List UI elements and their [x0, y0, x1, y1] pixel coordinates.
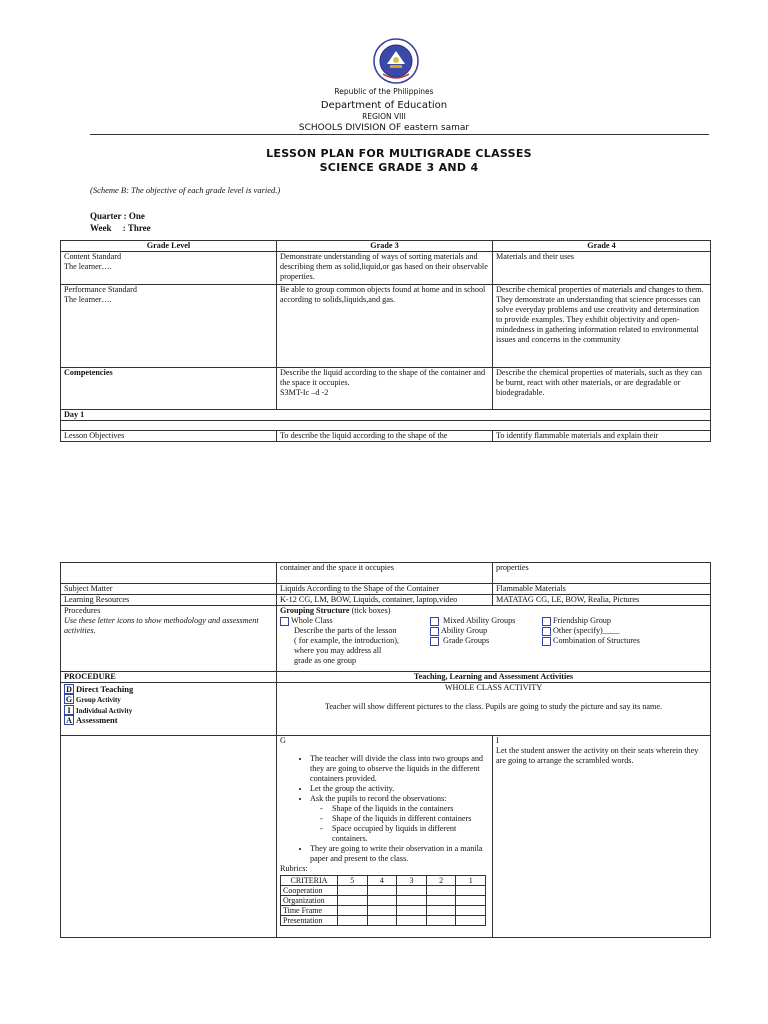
objectives-label: Lesson Objectives: [61, 431, 277, 442]
letter-d-icon: D: [64, 684, 74, 694]
list-item: • They are going to write their observation in a manila paper and present to the class.: [310, 844, 489, 864]
scheme-note: (Scheme B: The objective of each grade level is varied.): [90, 185, 281, 195]
rubric-score-1: 1: [456, 876, 486, 886]
grouping-col-2: [430, 616, 542, 666]
content-standard-g3: Demonstrate understanding of ways of sorting materials and describing them as solid,liquid,or gas based on their observable properties.: [277, 252, 493, 285]
letter-a-icon: A: [64, 715, 74, 725]
letter-g-icon: G: [65, 695, 73, 705]
g4-activity-text: Let the student answer the activity on their seats wherein they are going to arrange the scrambled words.: [496, 746, 699, 765]
performance-standard-label-cell: [61, 285, 277, 368]
grouping-structure-cell: [277, 606, 711, 672]
performance-standard-label: Performance Standard: [64, 285, 137, 294]
content-standard-sub: The learner….: [64, 262, 112, 271]
whole-class-option[interactable]: Whole Class: [280, 616, 430, 626]
other-option[interactable]: Other (specify)____: [542, 626, 692, 636]
competencies-g3: Describe the liquid according to the shape of the container and the space it occupies.: [280, 368, 486, 387]
whole-class-activity-cell: [277, 683, 711, 736]
list-item: - Shape of the liquids in different containers: [332, 814, 489, 824]
rubric-score-4: 4: [367, 876, 397, 886]
learning-resources-g3: K-12 CG, LM, BOW, Liquids, container, laptop,video: [277, 595, 493, 606]
objectives-continued-label: [61, 563, 277, 584]
subject-matter-row: [61, 584, 711, 595]
whole-class-activity-title: WHOLE CLASS ACTIVITY: [444, 683, 543, 692]
rubrics-table: [280, 875, 486, 926]
subject-matter-label: Subject Matter: [61, 584, 277, 595]
g3-observation-list: [310, 804, 489, 844]
learning-resources-label: Learning Resources: [61, 595, 277, 606]
table-row: [281, 906, 486, 916]
grouping-options: [280, 616, 707, 666]
competencies-g3-cell: [277, 368, 493, 410]
rubric-score-5: 5: [338, 876, 368, 886]
rubric-criteria-header: CRITERIA: [281, 876, 338, 886]
region-text: REGION VIII: [362, 112, 406, 121]
deped-seal-icon: [373, 38, 419, 84]
grade3-header: Grade 3: [277, 241, 493, 252]
legend-direct-teaching: D Direct Teaching: [64, 684, 273, 694]
republic-text: Republic of the Philippines: [334, 87, 434, 96]
performance-standard-g4: Describe chemical properties of materials and changes to them. They demonstrate an understanding that science processes can solve everyday problems and use creativity and determination to provide examples. They exhibit objectivity and open-mindedness in gathering information related to environmental issues and concerns in the community: [493, 285, 711, 368]
learning-resources-g4: MATATAG CG, LE, BOW, Realia, Pictures: [493, 595, 711, 606]
combination-checkbox[interactable]: [542, 637, 551, 646]
differentiated-activity-row: [61, 736, 711, 938]
grouping-structure-heading: Grouping Structure (tick boxes): [280, 606, 391, 615]
rubric-criterion: Presentation: [281, 916, 338, 926]
competencies-row: [61, 368, 711, 410]
table-row: [281, 886, 486, 896]
content-standard-label: Content Standard: [64, 252, 122, 261]
quarter-label: Quarter : One: [90, 211, 145, 221]
week-label: Week : Three: [90, 223, 151, 233]
mixed-ability-checkbox[interactable]: [430, 617, 439, 626]
list-item: - Space occupied by liquids in different containers.: [332, 824, 489, 844]
whole-class-desc: Describe the parts of the lesson ( for example, the introduction), where you may address all grade as one group: [294, 626, 400, 665]
rubric-criterion: Time Frame: [281, 906, 338, 916]
lesson-plan-subtitle: SCIENCE GRADE 3 AND 4: [319, 161, 479, 174]
objectives-g3: To describe the liquid according to the shape of the: [277, 431, 493, 442]
content-standard-label-cell: [61, 252, 277, 285]
ability-group-option[interactable]: Ability Group: [430, 626, 542, 636]
legend-assessment: A Assessment: [64, 715, 273, 725]
list-item: • The teacher will divide the class into two groups and they are going to observe the liquids in the different containers provided.: [310, 754, 489, 784]
competencies-g4: Describe the chemical properties of materials, such as they can be burnt, react with other materials, or are degradable or biodegradable.: [493, 368, 711, 410]
g4-activity-letter: I: [496, 736, 499, 745]
list-item: • Let the group the activity.: [310, 784, 489, 794]
list-item: - Shape of the liquids in the containers: [332, 804, 489, 814]
content-standard-g4: Materials and their uses: [493, 252, 711, 285]
rubrics-label: Rubrics:: [280, 864, 308, 873]
g3-activity-cell: [277, 736, 493, 938]
competencies-label: Competencies: [61, 368, 277, 410]
procedure-label: PROCEDURE: [61, 672, 277, 683]
lesson-plan-title: LESSON PLAN FOR MULTIGRADE CLASSES: [266, 147, 532, 160]
department-text: Department of Education: [320, 100, 448, 111]
table-row: [281, 896, 486, 906]
procedure-header-row: [61, 672, 711, 683]
objectives-g3-cont: container and the space it occupies: [277, 563, 493, 584]
rubric-criterion: Cooperation: [281, 886, 338, 896]
g4-activity-cell: [493, 736, 711, 938]
whole-class-activity-row: [61, 683, 711, 736]
ability-group-checkbox[interactable]: [430, 627, 439, 636]
whole-class-checkbox[interactable]: [280, 617, 289, 626]
division-text: SCHOOLS DIVISION OF eastern samar: [298, 123, 470, 133]
table-row: [281, 916, 486, 926]
legend-group-activity: G Group Activity: [65, 695, 121, 705]
table-header-row: [61, 241, 711, 252]
performance-standard-row: [61, 285, 711, 368]
spacer-cell: [61, 421, 711, 431]
lesson-plan-table-page2: [60, 562, 711, 938]
procedures-label: Procedures: [64, 606, 101, 615]
legend-individual-activity: I Individual Activity: [64, 705, 273, 716]
objectives-g4: To identify flammable materials and explain their: [493, 431, 711, 442]
subject-matter-g3: Liquids According to the Shape of the Container: [277, 584, 493, 595]
objectives-row: [61, 431, 711, 442]
content-standard-row: [61, 252, 711, 285]
activity-empty-cell: [61, 736, 277, 938]
procedures-note: Use these letter icons to show methodology and assessment activities.: [64, 616, 259, 635]
friendship-group-option[interactable]: Friendship Group: [542, 616, 692, 626]
grouping-col-1: [280, 616, 430, 666]
friendship-group-checkbox[interactable]: [542, 617, 551, 626]
rubric-score-2: 2: [426, 876, 456, 886]
day-label: Day 1: [61, 410, 711, 421]
grade-groups-checkbox[interactable]: [430, 637, 439, 646]
legend-cell: [61, 683, 277, 736]
procedures-row: [61, 606, 711, 672]
learning-resources-row: [61, 595, 711, 606]
rubric-criterion: Organization: [281, 896, 338, 906]
list-item: • Ask the pupils to record the observations: - Shape of the liquids in the containers - Shape of the liquids in different containers - Space occupied by liquids in different containers.: [310, 794, 489, 844]
objectives-g4-cont: properties: [493, 563, 711, 584]
performance-standard-sub: The learner….: [64, 295, 112, 304]
mixed-ability-option[interactable]: Mixed Ability Groups: [430, 616, 542, 626]
competencies-g3-code: S3MT-Ic –d -2: [280, 388, 329, 397]
spacer-row: [61, 421, 711, 431]
subject-matter-g4: Flammable Materials: [493, 584, 711, 595]
performance-standard-g3: Be able to group common objects found at home and in school according to solids,liquids,and gas.: [277, 285, 493, 368]
objectives-continued-row: [61, 563, 711, 584]
g3-activity-bullets: [280, 754, 489, 864]
grouping-col-3: [542, 616, 692, 666]
whole-class-activity-text: Teacher will show different pictures to the class. Pupils are going to study the picture and say its name.: [324, 702, 663, 711]
lesson-plan-table-page1: [60, 240, 711, 442]
letter-i-icon: I: [64, 705, 74, 715]
rubric-header-row: [281, 876, 486, 886]
grade-groups-option[interactable]: Grade Groups: [430, 636, 542, 646]
tla-label: Teaching, Learning and Assessment Activities: [277, 672, 711, 683]
procedures-label-cell: [61, 606, 277, 672]
other-checkbox[interactable]: [542, 627, 551, 636]
header-divider: [90, 134, 709, 135]
grade4-header: Grade 4: [493, 241, 711, 252]
day-row: [61, 410, 711, 421]
g3-activity-letter: G: [280, 736, 286, 745]
rubric-score-3: 3: [397, 876, 427, 886]
combination-option[interactable]: Combination of Structures: [542, 636, 692, 646]
grade-level-header: Grade Level: [61, 241, 277, 252]
